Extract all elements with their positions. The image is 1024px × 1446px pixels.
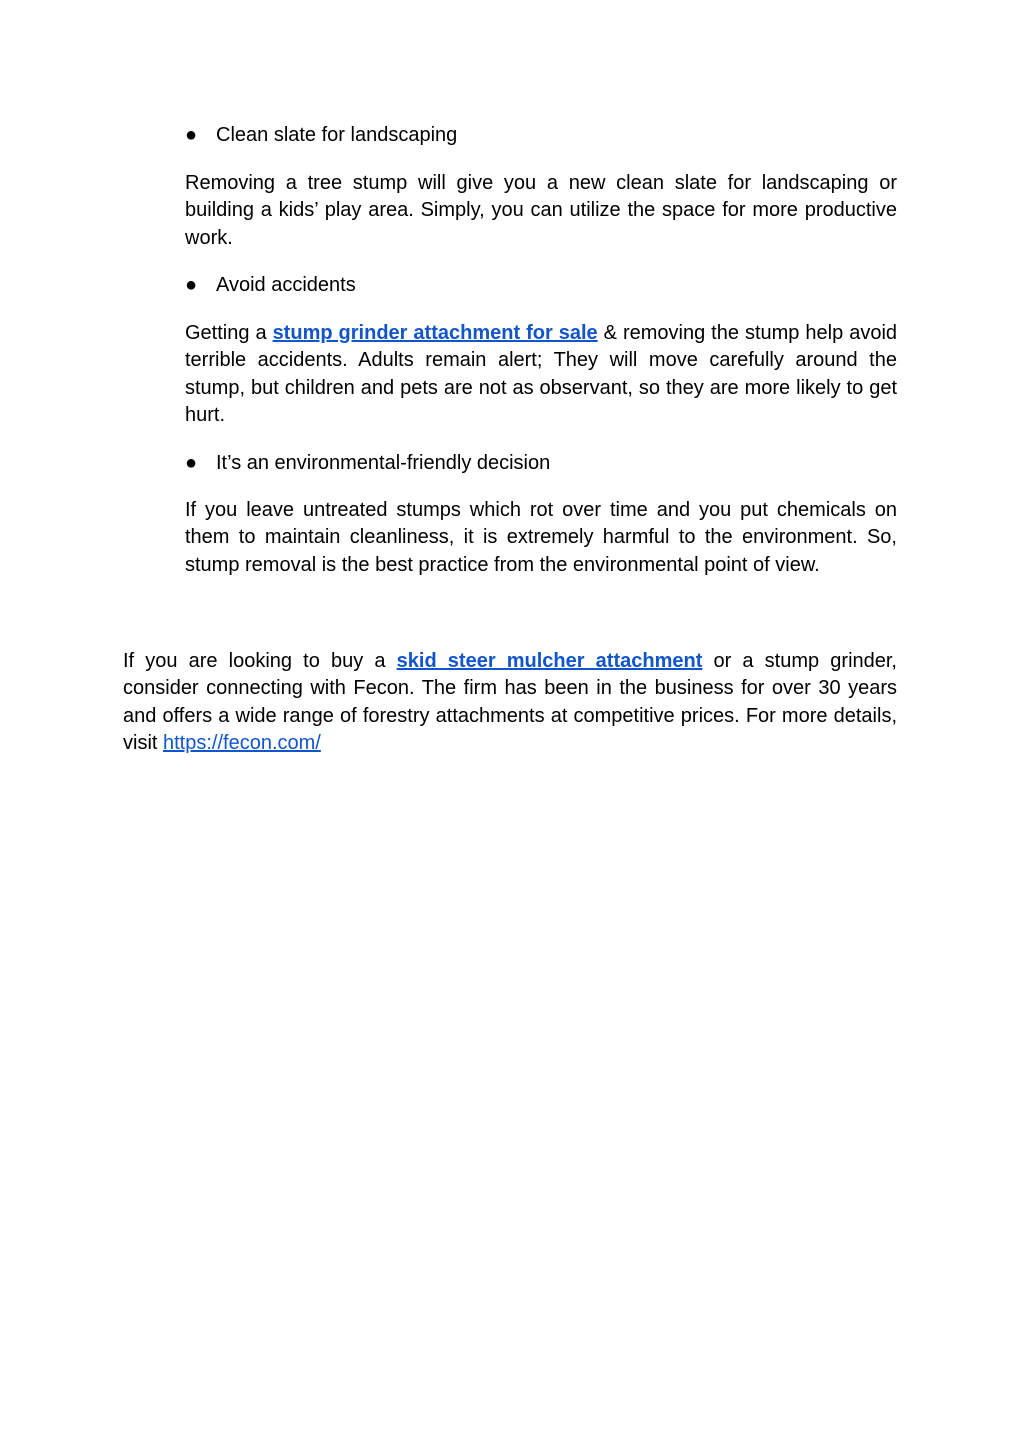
paragraph-environmental: If you leave untreated stumps which rot over time and you put chemicals on them to maintain cleanliness, it is extremely harmful to the environment. So, stump removal is the best practice from the environmental point of view. <box>185 499 897 576</box>
paragraph-text: If you are looking to buy a <box>123 650 397 672</box>
bullet-item-avoid-accidents <box>185 272 356 299</box>
bullet-heading: It’s an environmental-friendly decision <box>216 452 551 474</box>
skid-steer-mulcher-link[interactable]: skid steer mulcher attachment <box>396 650 703 672</box>
bullet-heading: Clean slate for landscaping <box>216 124 458 146</box>
bullet-heading: Avoid accidents <box>216 274 356 296</box>
bullet-item-environmental <box>185 450 550 477</box>
stump-grinder-link[interactable]: stump grinder attachment for sale <box>272 322 598 344</box>
bullet-icon: ● <box>185 124 198 146</box>
bullet-icon: ● <box>185 274 198 296</box>
paragraph-text: Getting a <box>185 322 273 344</box>
paragraph-text: or a stump grinder, consider connecting with Fecon. The firm has been in the business for over 30 years and offers a wide range of forestry attachments at competitive prices. For more details, visit <box>123 650 897 754</box>
bullet-item-clean-slate <box>185 122 457 149</box>
bullet-icon: ● <box>185 452 198 474</box>
paragraph-text: & removing the stump help avoid terrible accidents. Adults remain alert; They will move carefully around the stump, but children and pets are not as observant, so they are more likely to get hurt. <box>185 322 898 426</box>
paragraph-avoid-accidents <box>185 320 897 429</box>
fecon-url-link[interactable]: https://fecon.com/ <box>163 731 321 754</box>
paragraph-clean-slate: Removing a tree stump will give you a new clean slate for landscaping or building a kids’ play area. Simply, you can utilize the space for more productive work. <box>185 172 897 249</box>
paragraph-closing <box>123 648 897 757</box>
